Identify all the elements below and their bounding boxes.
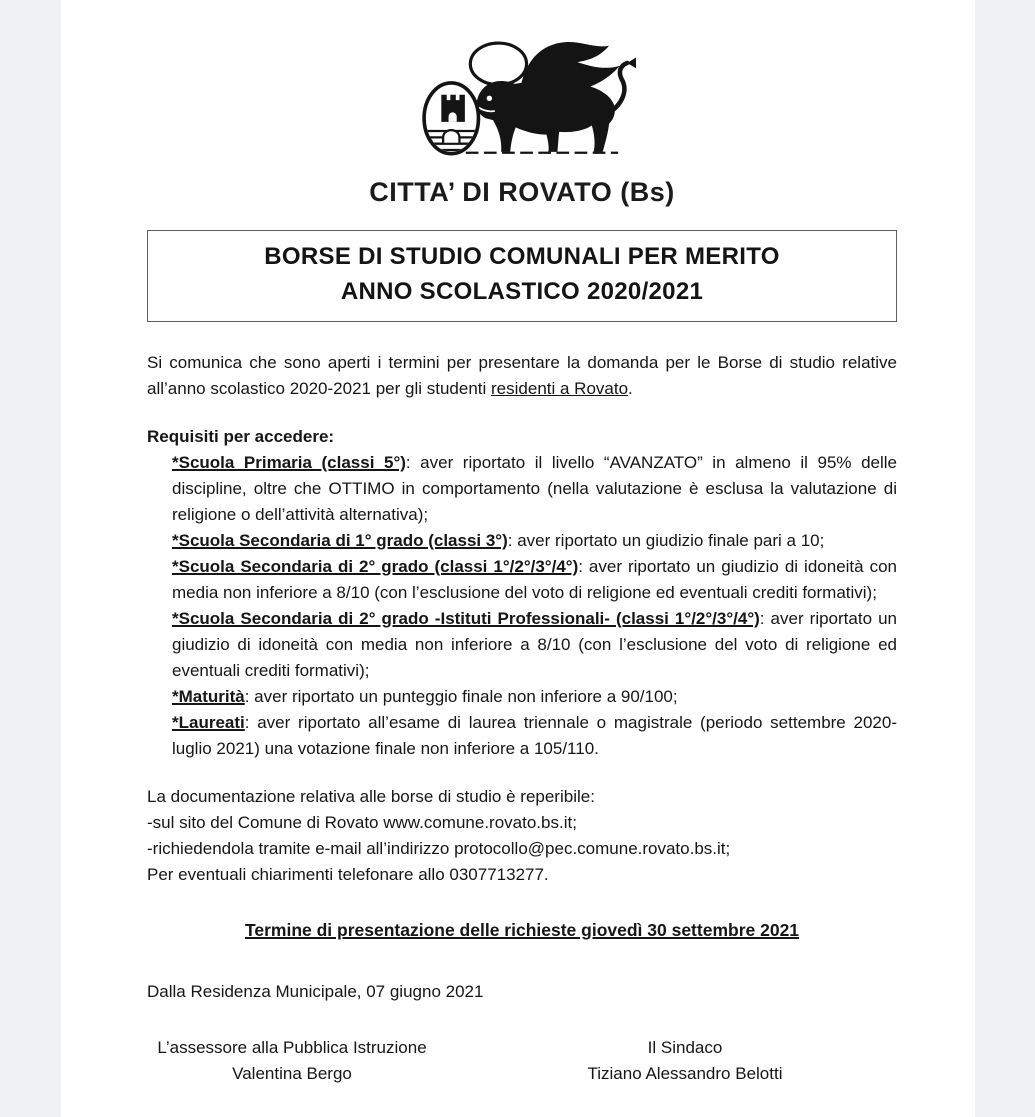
documentation-intro: La documentazione relativa alle borse di studio è reperibile:	[147, 786, 595, 806]
signature-left-name: Valentina Bergo	[232, 1063, 352, 1083]
winged-lion-crest-icon	[408, 24, 636, 160]
requirement-term: *Scuola Secondaria di 2° grado (classi 1°/2°/3°/4°)	[172, 556, 579, 576]
requirement-term: *Laureati	[172, 712, 245, 732]
document-content	[61, 0, 975, 1117]
requirement-desc: : aver riportato un punteggio finale non inferiore a 90/100;	[244, 686, 678, 706]
requirements-list	[172, 450, 897, 762]
requirement-term: *Scuola Primaria (classi 5°)	[172, 452, 406, 472]
requirement-desc: : aver riportato un giudizio di idoneità con media non inferiore a 8/10 (con l’esclusione del voto di religione ed eventuali crediti formativi);	[172, 556, 897, 602]
requirement-term: *Scuola Secondaria di 2° grado -Istituti Professionali- (classi 1°/2°/3°/4°)	[172, 608, 760, 628]
signature-left-role: L’assessore alla Pubblica Istruzione	[157, 1037, 427, 1057]
requirement-item	[172, 450, 897, 528]
documentation-email-line: -richiedendola tramite e-mail all’indirizzo protocollo@pec.comune.rovato.bs.it;	[147, 838, 731, 858]
requirement-item	[172, 710, 897, 762]
documentation-phone-line: Per eventuali chiarimenti telefonare allo 0307713277.	[147, 864, 549, 884]
requirement-term: *Scuola Secondaria di 1° grado (classi 3°)	[172, 530, 508, 550]
banner-line-2: ANNO SCOLASTICO 2020/2021	[340, 277, 704, 305]
signature-right-name: Tiziano Alessandro Belotti	[587, 1063, 783, 1083]
city-title: CITTA’ DI ROVATO (Bs)	[369, 177, 675, 207]
deadline-line: Termine di presentazione delle richieste giovedì 30 settembre 2021	[244, 919, 800, 940]
signatures	[147, 1035, 897, 1087]
documentation-block	[147, 784, 897, 888]
dateline: Dalla Residenza Municipale, 07 giugno 2021	[147, 981, 484, 1001]
documentation-website-line: -sul sito del Comune di Rovato www.comune.rovato.bs.it;	[147, 812, 577, 832]
requirement-item	[172, 554, 897, 606]
requirement-desc: : aver riportato un giudizio di idoneità con media non inferiore a 8/10 (con l’esclusione del voto di religione ed eventuali crediti formativi);	[172, 608, 897, 680]
intro-text-before: Si comunica che sono aperti i termini per presentare la domanda per le Borse di studio relative all’anno scolastico 2020-2021 per gli studenti	[147, 352, 897, 398]
logo	[147, 24, 897, 165]
intro-text-after: .	[628, 378, 633, 398]
requirements-heading: Requisiti per accedere:	[147, 426, 335, 446]
requirement-desc: : aver riportato all’esame di laurea triennale o magistrale (periodo settembre 2020-luglio 2021) una votazione finale non inferiore a 105/110.	[172, 712, 897, 758]
requirement-desc: : aver riportato il livello “AVANZATO” in almeno il 95% delle discipline, oltre che OTTIMO in comportamento (nella valutazione è esclusa la valutazione di religione o dell’attività alternativa);	[172, 452, 898, 524]
requirement-item	[172, 684, 897, 710]
banner-line-1: BORSE DI STUDIO COMUNALI PER MERITO	[264, 243, 780, 270]
requirement-item	[172, 528, 897, 554]
intro-paragraph	[147, 350, 897, 402]
requirement-item	[172, 606, 897, 684]
signature-right-role: Il Sindaco	[647, 1037, 723, 1057]
intro-underlined: residenti a Rovato	[491, 378, 629, 398]
document-page	[61, 0, 975, 1117]
signature-right	[525, 1035, 845, 1087]
signature-left	[147, 1035, 437, 1087]
requirement-desc: : aver riportato un giudizio finale pari a 10;	[507, 530, 825, 550]
banner-box	[147, 230, 897, 322]
requirement-term: *Maturità	[172, 686, 245, 706]
